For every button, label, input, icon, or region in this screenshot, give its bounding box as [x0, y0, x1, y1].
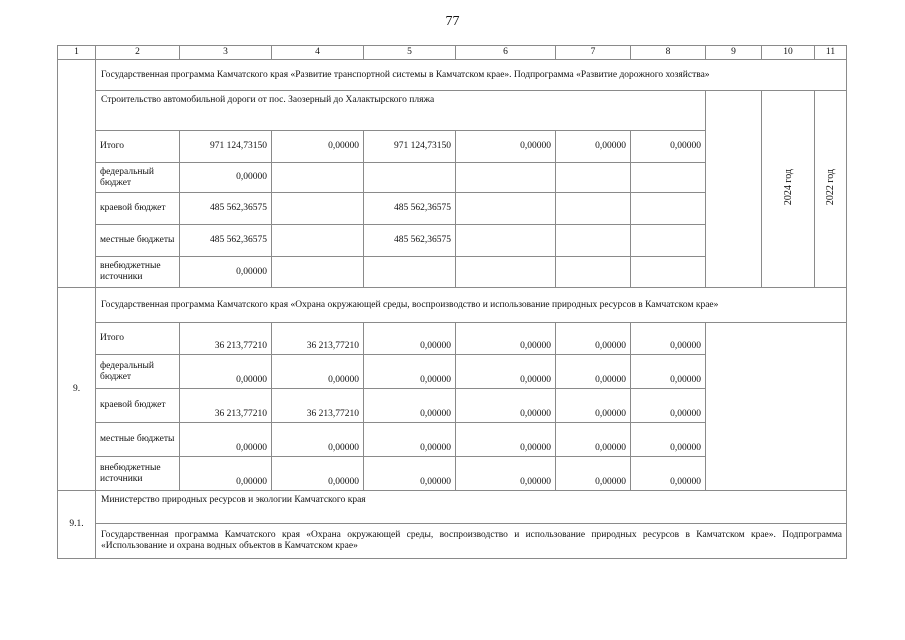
- value-cell: [556, 257, 631, 288]
- column-number-row: [58, 46, 847, 60]
- col-header: 10: [762, 46, 815, 60]
- value-cell: [631, 257, 706, 288]
- program-title: Государственная программа Камчатского края «Охрана окружающей среды, воспроизводство и использование природных ресурсов в Камчатском крае». Подпрограмма «Использование и охрана водных объектов в Камчатском крае»: [96, 524, 847, 559]
- empty-cell: [706, 323, 847, 491]
- value-cell: 0,00000: [456, 423, 556, 457]
- table-row: [58, 491, 847, 524]
- col-header: 1: [58, 46, 96, 60]
- year-cell: 2022 год: [815, 91, 847, 288]
- row-number: 9.1.: [58, 491, 96, 559]
- row-label: внебюджетные источники: [96, 457, 180, 491]
- row-label: федеральный бюджет: [96, 163, 180, 193]
- value-cell: 971 124,73150: [180, 131, 272, 163]
- col-header: 3: [180, 46, 272, 60]
- value-cell: 0,00000: [456, 457, 556, 491]
- value-cell: [364, 163, 456, 193]
- value-cell: 0,00000: [631, 131, 706, 163]
- table-row: [58, 323, 847, 355]
- table-row: [58, 288, 847, 323]
- col-header: 5: [364, 46, 456, 60]
- col-header: 6: [456, 46, 556, 60]
- value-cell: 0,00000: [631, 457, 706, 491]
- value-cell: 36 213,77210: [180, 389, 272, 423]
- value-cell: 0,00000: [272, 423, 364, 457]
- value-cell: 485 562,36575: [364, 193, 456, 225]
- row-number: 9.: [58, 288, 96, 491]
- program-title: Государственная программа Камчатского края «Охрана окружающей среды, воспроизводство и использование природных ресурсов в Камчатском крае»: [96, 288, 847, 323]
- value-cell: 0,00000: [556, 457, 631, 491]
- value-cell: 0,00000: [272, 457, 364, 491]
- value-cell: [631, 225, 706, 257]
- value-cell: 0,00000: [364, 389, 456, 423]
- col-header: 9: [706, 46, 762, 60]
- value-cell: [631, 163, 706, 193]
- value-cell: [456, 225, 556, 257]
- value-cell: 0,00000: [364, 355, 456, 389]
- value-cell: 0,00000: [364, 423, 456, 457]
- page-number: 77: [445, 14, 460, 29]
- value-cell: 0,00000: [456, 389, 556, 423]
- value-cell: [456, 193, 556, 225]
- value-cell: 0,00000: [180, 423, 272, 457]
- value-cell: 0,00000: [556, 131, 631, 163]
- col-header: 7: [556, 46, 631, 60]
- value-cell: 0,00000: [364, 323, 456, 355]
- value-cell: 0,00000: [456, 355, 556, 389]
- col-header: 2: [96, 46, 180, 60]
- value-cell: [272, 225, 364, 257]
- value-cell: [456, 257, 556, 288]
- value-cell: 485 562,36575: [364, 225, 456, 257]
- value-cell: 485 562,36575: [180, 193, 272, 225]
- value-cell: [556, 193, 631, 225]
- value-cell: 0,00000: [556, 423, 631, 457]
- row-label: местные бюджеты: [96, 225, 180, 257]
- value-cell: 0,00000: [631, 423, 706, 457]
- row-label: краевой бюджет: [96, 193, 180, 225]
- row-label: внебюджетные источники: [96, 257, 180, 288]
- value-cell: 0,00000: [631, 355, 706, 389]
- object-title: Строительство автомобильной дороги от пос. Заозерный до Халактырского пляжа: [96, 91, 706, 131]
- row-label: федеральный бюджет: [96, 355, 180, 389]
- value-cell: 0,00000: [272, 355, 364, 389]
- value-cell: [272, 163, 364, 193]
- value-cell: 0,00000: [364, 457, 456, 491]
- budget-table: [57, 45, 847, 559]
- program-title: Государственная программа Камчатского края «Развитие транспортной системы в Камчатском крае». Подпрограмма «Развитие дорожного хозяйства»: [96, 60, 847, 91]
- row-label: краевой бюджет: [96, 389, 180, 423]
- value-cell: [272, 193, 364, 225]
- value-cell: 0,00000: [556, 389, 631, 423]
- value-cell: 0,00000: [180, 163, 272, 193]
- row-label: Итого: [96, 131, 180, 163]
- value-cell: 0,00000: [556, 323, 631, 355]
- row-label: Итого: [96, 323, 180, 355]
- value-cell: 36 213,77210: [272, 389, 364, 423]
- value-cell: 0,00000: [456, 131, 556, 163]
- ministry-title: Министерство природных ресурсов и экологии Камчатского края: [96, 491, 847, 524]
- value-cell: 36 213,77210: [272, 323, 364, 355]
- row-label: местные бюджеты: [96, 423, 180, 457]
- row-number-cell: [58, 60, 96, 288]
- value-cell: 36 213,77210: [180, 323, 272, 355]
- value-cell: 971 124,73150: [364, 131, 456, 163]
- col9-cell: [706, 91, 762, 288]
- col-header: 4: [272, 46, 364, 60]
- value-cell: [364, 257, 456, 288]
- value-cell: 0,00000: [180, 257, 272, 288]
- col-header: 11: [815, 46, 847, 60]
- col-header: 8: [631, 46, 706, 60]
- value-cell: [631, 193, 706, 225]
- value-cell: 0,00000: [272, 131, 364, 163]
- value-cell: 485 562,36575: [180, 225, 272, 257]
- value-cell: 0,00000: [456, 323, 556, 355]
- value-cell: [556, 225, 631, 257]
- table-row: [58, 60, 847, 91]
- value-cell: [272, 257, 364, 288]
- year-cell: 2024 год: [762, 91, 815, 288]
- table-row: [58, 91, 847, 131]
- value-cell: [556, 163, 631, 193]
- value-cell: 0,00000: [180, 355, 272, 389]
- value-cell: 0,00000: [180, 457, 272, 491]
- value-cell: 0,00000: [556, 355, 631, 389]
- value-cell: 0,00000: [631, 323, 706, 355]
- table-row: [58, 524, 847, 559]
- value-cell: [456, 163, 556, 193]
- value-cell: 0,00000: [631, 389, 706, 423]
